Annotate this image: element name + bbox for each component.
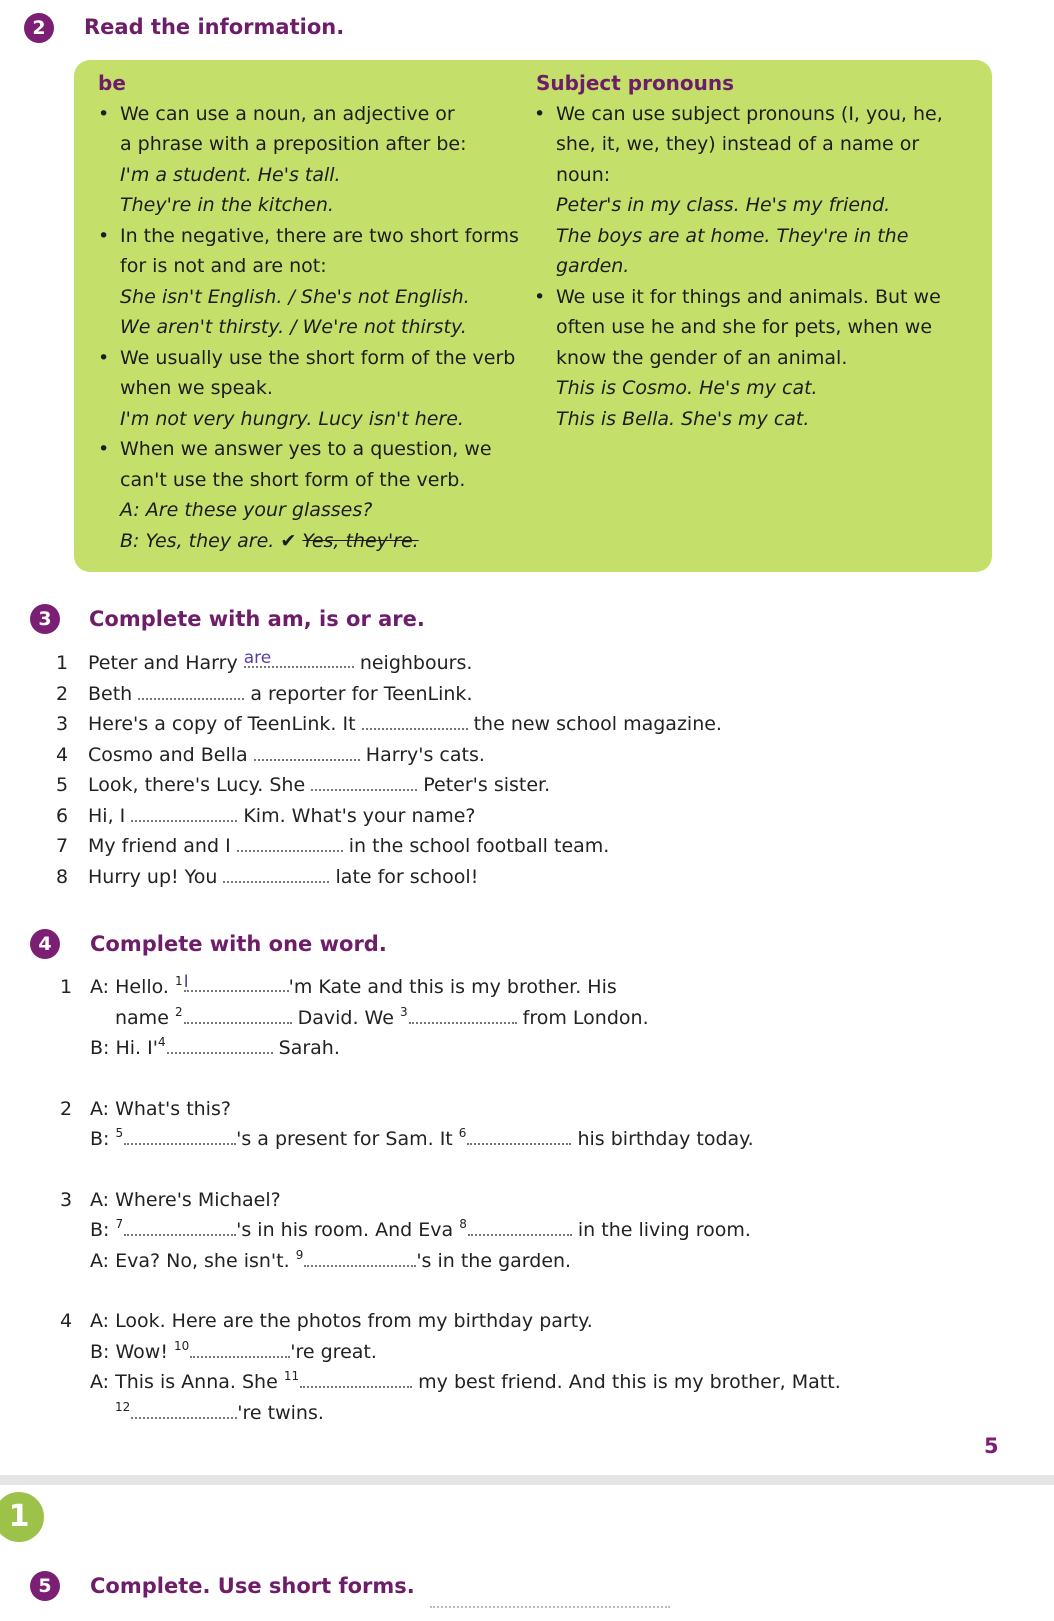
cut-off-text-line <box>430 1606 670 1618</box>
exercise-4-number: 4 <box>30 929 60 959</box>
check-icon: ✔ <box>280 529 297 552</box>
line-text: 's a present for Sam. It <box>236 1128 453 1150</box>
be-bullet-1-cont: a phrase with a preposition after be: <box>120 133 467 155</box>
exercise-3-title: Complete with am, is or are. <box>89 607 425 631</box>
pronouns-example-2-cont: garden. <box>556 255 630 277</box>
gap-number: 10 <box>173 1338 190 1353</box>
line-text: A: Hello. <box>90 976 169 998</box>
line-text: B: <box>90 1128 110 1150</box>
line-text: A: Where's Michael? <box>90 1188 281 1211</box>
answer-blank[interactable] <box>304 1247 416 1267</box>
exercise-2-title: Read the information. <box>84 15 345 39</box>
pronouns-example-2: The boys are at home. They're in the <box>556 224 909 247</box>
pronouns-bullet-2-cont: often use he and she for pets, when we <box>556 316 933 338</box>
pronouns-bullet-2-cont2: know the gender of an animal. <box>556 346 848 369</box>
be-bullet-2: • In the negative, there are two short forms <box>98 221 528 252</box>
line-text: his birthday today. <box>577 1128 754 1150</box>
ex3-item-6 <box>56 801 722 832</box>
item-text: Here's a copy of TeenLink. It <box>88 713 356 735</box>
answer-blank[interactable] <box>184 972 289 992</box>
d3-line-2 <box>60 1215 841 1246</box>
line-text: in the living room. <box>577 1219 751 1241</box>
item-text: Cosmo and Bella <box>88 743 248 766</box>
item-text-end: Harry's cats. <box>365 743 485 766</box>
dialogue-number: 2 <box>60 1097 73 1120</box>
line-text: 'm Kate and this is my brother. His <box>288 976 617 998</box>
d4-line-4 <box>60 1398 841 1429</box>
gap-number: 12 <box>115 1399 131 1414</box>
answer-blank[interactable] <box>244 648 354 668</box>
answer-blank[interactable] <box>409 1004 517 1024</box>
answer-blank[interactable] <box>131 1399 237 1419</box>
line-text: A: Eva? No, she isn't. <box>90 1249 290 1272</box>
line-text: from London. <box>522 1006 649 1029</box>
pronouns-example-3: This is Cosmo. He's my cat. <box>556 377 818 399</box>
item-number: 7 <box>56 835 69 857</box>
d4-line-3 <box>60 1367 841 1398</box>
line-text: 're great. <box>290 1340 377 1363</box>
item-text: Hurry up! You <box>88 865 218 888</box>
gap-number: 8 <box>459 1217 467 1231</box>
be-example-2: They're in the kitchen. <box>120 194 334 216</box>
be-bullet-4-cont: can't use the short form of the verb. <box>120 468 466 491</box>
ex3-item-5 <box>56 770 722 801</box>
answer-blank[interactable] <box>184 1004 292 1024</box>
d1-line-2 <box>60 1003 841 1034</box>
be-bullet-3: • We usually use the short form of the verb <box>98 343 528 374</box>
page-divider <box>0 1475 1054 1485</box>
be-example-7-correct: B: Yes, they are. <box>120 529 275 552</box>
pronouns-bullet-2: • We use it for things and animals. But we <box>534 282 984 313</box>
answer-blank[interactable] <box>223 863 329 883</box>
pronouns-example-4: This is Bella. She's my cat. <box>556 407 810 430</box>
line-text: B: Wow! <box>90 1340 168 1363</box>
item-text: Peter and Harry <box>88 652 238 674</box>
be-bullet-2-cont: for is not and are not: <box>120 255 327 277</box>
line-text: Sarah. <box>278 1037 340 1059</box>
pronouns-heading: Subject pronouns <box>536 71 735 95</box>
pronouns-column <box>534 68 984 434</box>
gap-number: 3 <box>399 1004 408 1019</box>
answer-blank[interactable] <box>138 680 244 700</box>
dialogue-number: 1 <box>60 976 73 998</box>
ex3-item-1 <box>56 648 722 679</box>
exercise-2-number: 2 <box>24 13 54 43</box>
answer-blank[interactable] <box>300 1368 412 1388</box>
item-text-end: Peter's sister. <box>423 774 551 796</box>
line-text: A: This is Anna. She <box>90 1371 278 1393</box>
item-text-end: neighbours. <box>359 652 473 674</box>
be-example-1: I'm a student. He's tall. <box>120 163 341 186</box>
item-number: 1 <box>56 652 69 674</box>
line-text: 're twins. <box>237 1401 324 1424</box>
page-number: 5 <box>984 1434 999 1458</box>
item-number: 8 <box>56 865 69 888</box>
handwritten-answer: are <box>243 648 272 668</box>
answer-blank[interactable] <box>167 1034 273 1054</box>
exercise-3-items <box>56 648 722 892</box>
line-text: A: What's this? <box>90 1097 231 1120</box>
handwritten-answer: I <box>183 972 189 992</box>
answer-blank[interactable] <box>311 771 417 791</box>
item-text-end: a reporter for TeenLink. <box>250 682 473 705</box>
answer-blank[interactable] <box>467 1125 571 1145</box>
be-example-3: She isn't English. / She's not English. <box>120 285 470 308</box>
exercise-3-number: 3 <box>30 604 60 634</box>
d1-line-1 <box>60 972 841 1003</box>
item-text: My friend and I <box>88 835 231 857</box>
line-text: name <box>115 1006 169 1029</box>
line-text: B: <box>90 1219 110 1241</box>
d2-line-2 <box>60 1124 841 1155</box>
line-text: B: Hi. I' <box>90 1037 158 1059</box>
be-bullet-3-cont: when we speak. <box>120 377 273 399</box>
ex3-item-3 <box>56 709 722 740</box>
gap-number: 9 <box>295 1247 304 1262</box>
d3-line-1 <box>60 1185 841 1216</box>
gap-number: 7 <box>115 1217 124 1231</box>
be-column <box>98 68 528 556</box>
be-example-4: We aren't thirsty. / We're not thirsty. <box>120 316 467 338</box>
line-text: 's in his room. And Eva <box>236 1219 454 1241</box>
line-text: my best friend. And this is my brother, Matt. <box>418 1371 841 1393</box>
answer-blank[interactable] <box>131 802 237 822</box>
item-text-end: Kim. What's your name? <box>243 804 476 827</box>
gap-number: 5 <box>115 1126 124 1140</box>
be-example-7 <box>98 526 528 557</box>
be-example-5: I'm not very hungry. Lucy isn't here. <box>120 407 464 430</box>
exercise-5-number: 5 <box>30 1571 60 1601</box>
gap-number: 2 <box>174 1004 183 1019</box>
line-text: David. We <box>297 1006 394 1029</box>
item-number: 3 <box>56 713 69 735</box>
d2-line-1 <box>60 1094 841 1125</box>
item-text: Look, there's Lucy. She <box>88 774 306 796</box>
item-number: 6 <box>56 804 69 827</box>
ex3-item-7 <box>56 831 722 862</box>
d4-line-2 <box>60 1337 841 1368</box>
ex3-item-4 <box>56 740 722 771</box>
gap-number: 6 <box>458 1126 467 1140</box>
item-number: 2 <box>56 682 69 705</box>
pronouns-bullet-1-cont: she, it, we, they) instead of a name or <box>556 133 920 155</box>
exercise-4-dialogues <box>60 972 841 1428</box>
item-text-end: the new school magazine. <box>473 713 722 735</box>
unit-badge: 1 <box>0 1492 44 1542</box>
be-example-6: A: Are these your glasses? <box>120 499 373 521</box>
dialogue-number: 3 <box>60 1188 73 1211</box>
answer-blank[interactable] <box>254 741 360 761</box>
line-text: A: Look. Here are the photos from my birthday party. <box>90 1310 593 1332</box>
info-box <box>74 60 992 572</box>
line-text: 's in the garden. <box>416 1249 572 1272</box>
pronouns-bullet-1: • We can use subject pronouns (I, you, he, <box>534 99 984 130</box>
answer-blank[interactable] <box>237 832 343 852</box>
item-text-end: in the school football team. <box>348 835 610 857</box>
ex3-item-8 <box>56 862 722 893</box>
answer-blank[interactable] <box>124 1125 236 1145</box>
answer-blank[interactable] <box>190 1338 290 1358</box>
item-text: Hi, I <box>88 804 126 827</box>
exercise-5-title: Complete. Use short forms. <box>90 1574 415 1598</box>
d1-line-3 <box>60 1033 841 1064</box>
answer-blank[interactable] <box>124 1216 236 1236</box>
pronouns-bullet-1-cont2: noun: <box>556 163 611 186</box>
pronouns-example-1: Peter's in my class. He's my friend. <box>556 194 891 216</box>
be-bullet-4: • When we answer yes to a question, we <box>98 434 528 465</box>
d4-line-1 <box>60 1306 841 1337</box>
d3-line-3 <box>60 1246 841 1277</box>
gap-number: 1 <box>175 974 183 988</box>
item-number: 5 <box>56 774 69 796</box>
ex3-item-2 <box>56 679 722 710</box>
item-number: 4 <box>56 743 69 766</box>
dialogue-number: 4 <box>60 1310 73 1332</box>
be-bullet-1: • We can use a noun, an adjective or <box>98 99 528 130</box>
gap-number: 4 <box>157 1035 166 1049</box>
be-heading: be <box>98 71 126 95</box>
answer-blank[interactable] <box>468 1216 572 1236</box>
item-text-end: late for school! <box>335 865 479 888</box>
be-example-7-wrong: Yes, they're. <box>302 529 419 552</box>
item-text: Beth <box>88 682 133 705</box>
gap-number: 11 <box>283 1369 300 1383</box>
answer-blank[interactable] <box>362 710 468 730</box>
exercise-4-title: Complete with one word. <box>90 932 387 956</box>
